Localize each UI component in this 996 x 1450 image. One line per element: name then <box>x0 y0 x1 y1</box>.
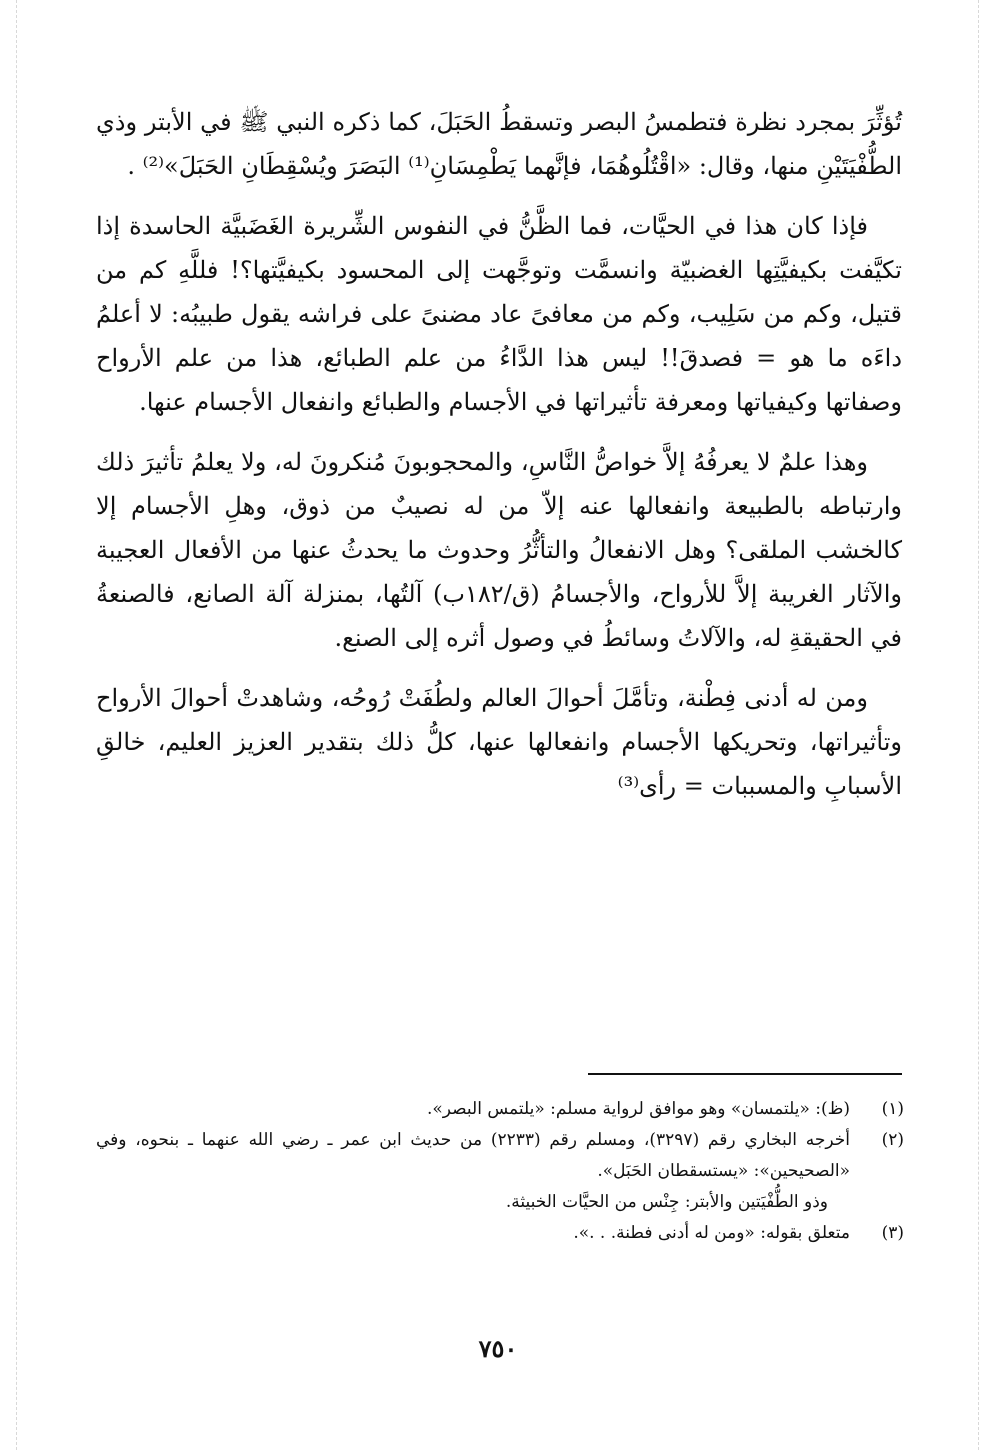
paragraph-4: ومن له أدنى فِطْنة، وتأمَّلَ أحوالَ العالم ولطُفَتْ رُوحُه، وشاهدتْ أحوالَ الأرواح وتأثيراتها، وتحريكها الأجسام وانفعالها عنها، كلُّ ذلك بتقدير العزيز العليم، خالقِ الأسبابِ والمسببات = رأى⁽³⁾ <box>96 684 902 800</box>
scan-edge-left <box>16 0 18 1450</box>
footnote-separator <box>588 1073 902 1075</box>
footnote-number: (١) <box>881 1099 904 1119</box>
footnote-text: أخرجه البخاري رقم (٣٢٩٧)، ومسلم رقم (٢٢٣٣) من حديث ابن عمر ـ رضي الله عنهما ـ بنحوه، وفي «الصحيحين»: «يستسقطان الحَبَل». <box>96 1130 850 1181</box>
main-text <box>96 100 902 824</box>
footnotes <box>96 1094 904 1249</box>
page-number: ٧٥٠ <box>478 1334 518 1363</box>
paragraph-1: تُؤثِّرَ بمجرد نظرة فتطمسُ البصر وتسقطُ الحَبَلَ، كما ذكره النبي ﷺ في الأبتر وذي الطُّفْيَتَيْنِ منها، وقال: «اقْتُلُوهُمَا، فإنَّهما يَطْمِسَانِ⁽¹⁾ البَصَرَ ويُسْقِطَانِ الحَبَلَ»⁽²⁾ . <box>96 108 902 180</box>
footnote-number: (٢) <box>881 1130 904 1150</box>
footnote-1 <box>96 1094 904 1125</box>
paragraph-2: فإذا كان هذا في الحيَّات، فما الظَّنُّ في النفوس الشِّريرة الغَضَبيَّة الحاسدة إذا تكيَّفت بكيفيَّتِها الغضبيّة وانسمَّت وتوجَّهت إلى المحسود بكيفيَّتها؟! فللَّهِ كم من قتيل، وكم من سَلِيب، وكم من معافىً عاد مضنىً على فراشه يقول طبيبُه: لا أعلمُ داءَه ما هو = فصدقَ!! ليس هذا الدَّاءُ من علم الطبائع، هذا من علم الأرواح وصفاتها وكيفياتها ومعرفة تأثيراتها في الأجسام والطبائع وانفعال الأجسام عنها. <box>96 212 902 416</box>
footnote-2-continuation: وذو الطُّفْيَتين والأبتر: جِنْس من الحيَّات الخبيثة. <box>505 1192 828 1212</box>
footnote-3 <box>96 1218 904 1249</box>
footnote-text: متعلق بقوله: «ومن له أدنى فطنة. . .». <box>573 1223 850 1243</box>
scan-edge-right <box>978 0 980 1450</box>
paragraph-3: وهذا علمٌ لا يعرفُهُ إلاَّ خواصُّ النَّاسِ، والمحجوبونَ مُنكرونَ له، ولا يعلمُ تأثيرَ ذلك وارتباطه بالطبيعة وانفعالها عنه إلاّ من له نصيبٌ من ذوق، وهلِ الأجسام إلا كالخشب الملقى؟ وهل الانفعالُ والتأثُّرُ وحدوث ما يحدثُ عنها من الأفعال العجيبة والآثار الغريبة إلاَّ للأرواح، والأجسامُ (ق/١٨٢ب) آلتُها، بمنزلة آلة الصانع، فالصنعةُ في الحقيقةِ له، والآلاتُ وسائطُ في وصول أثره إلى الصنع. <box>96 448 902 652</box>
footnote-number: (٣) <box>881 1223 904 1243</box>
footnote-text: (ظ): «يلتمسان» وهو موافق لرواية مسلم: «يلتمس البصر». <box>427 1099 850 1119</box>
footnote-2 <box>96 1125 904 1187</box>
